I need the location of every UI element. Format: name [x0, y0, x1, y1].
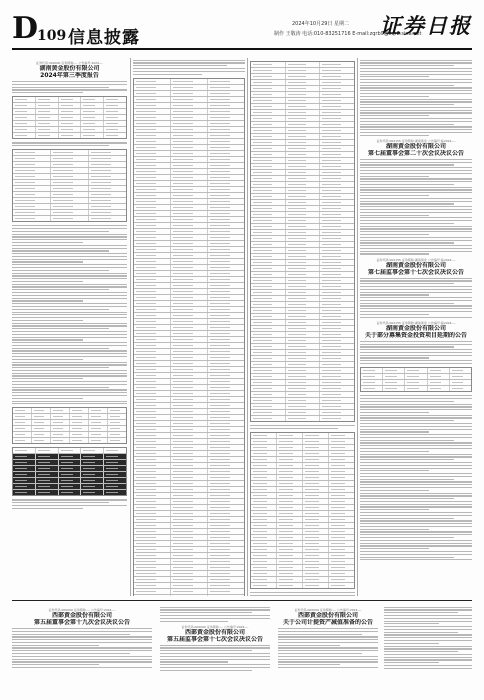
bottom-band	[12, 600, 472, 691]
column-3	[250, 58, 355, 596]
announcement-head	[160, 625, 270, 643]
financial-table	[12, 96, 127, 139]
announcement-company: 湖南黄金股份有限公司	[385, 261, 446, 269]
date-line: 2024年10月29日 星期二	[292, 21, 350, 27]
announcement-head	[12, 608, 152, 626]
announcement-meta: 证券代码:000000 证券简称:— 公告编号:2024-—	[294, 608, 362, 612]
announcement-head	[360, 321, 472, 339]
announcement-title: 第七届监事会第十七次会议决议公告	[367, 268, 464, 276]
column-divider	[357, 58, 358, 596]
announcement-company: 西部黄金股份有限公司	[297, 612, 358, 619]
bottom-column-2	[160, 605, 270, 689]
announcement-meta: 证券代码:000000 证券简称:— 公告编号:2024-—	[48, 608, 116, 612]
financial-table	[12, 407, 127, 444]
column-1	[12, 58, 127, 596]
bottom-column-4	[384, 605, 472, 689]
cashflow-table	[250, 432, 355, 589]
announcement-company: 湖南黄金股份有限公司	[385, 324, 446, 332]
column-divider	[247, 58, 248, 596]
column-divider	[130, 58, 131, 596]
project-table	[360, 367, 472, 392]
announcement-head	[12, 61, 127, 79]
announcement-head	[360, 258, 472, 276]
bottom-column-1	[12, 605, 152, 689]
announcement-company: 西部黄金股份有限公司	[51, 612, 112, 619]
bottom-column-3	[278, 605, 378, 689]
financial-table	[12, 149, 127, 222]
announcement-title: 第五届监事会第十七次会议决议公告	[166, 635, 263, 643]
announcement-meta: 证券代码:002155 证券简称:湖南黄金 公告编号:临2024-—	[376, 257, 456, 262]
announcement-title: 第七届董事会第二十次会议决议公告	[367, 149, 464, 157]
announcement-title: 第五届董事会第十九次会议决议公告	[33, 619, 130, 626]
announcement-title: 2024年第三季度报告	[40, 72, 99, 79]
section-letter: D	[12, 11, 39, 46]
column-4	[360, 58, 472, 596]
announcement-head	[360, 139, 472, 157]
announcement-company: 西部黄金股份有限公司	[184, 628, 245, 636]
announcement-meta: 证券代码:000000 证券简称:— 公告编号:2024-—	[181, 624, 249, 629]
income-statement-table	[250, 61, 355, 422]
announcement-meta: 证券代码:002155 证券简称:湖南黄金 公告编号:临2024-—	[376, 138, 456, 143]
announcement-company: 湖南黄金股份有限公司	[385, 142, 446, 150]
announcement-title: 关于部分募集资金投资项目延期的公告	[364, 331, 467, 339]
announcement-company: 湖南黄金股份有限公司	[39, 65, 100, 72]
editor-line: 制作 王敬涛 电话:010-83251716 E-mail:zqrb9@zqrb.sina.net	[274, 31, 422, 37]
section-name: 信息披露	[68, 28, 140, 48]
dark-table	[12, 447, 127, 496]
newspaper-logo: 证券日报	[380, 13, 472, 38]
announcement-meta: 证券代码:000000 证券简称:— 公告编号:2024-—	[35, 61, 104, 65]
announcement-head	[278, 608, 378, 626]
announcement-title: 关于公司计提资产减值准备的公告	[282, 619, 373, 626]
masthead	[12, 8, 472, 50]
announcement-meta: 证券代码:002155 证券简称:湖南黄金 公告编号:临2024-—	[376, 320, 456, 325]
column-2	[133, 58, 245, 596]
balance-sheet-table	[133, 78, 245, 596]
page-number: 109	[37, 28, 67, 44]
